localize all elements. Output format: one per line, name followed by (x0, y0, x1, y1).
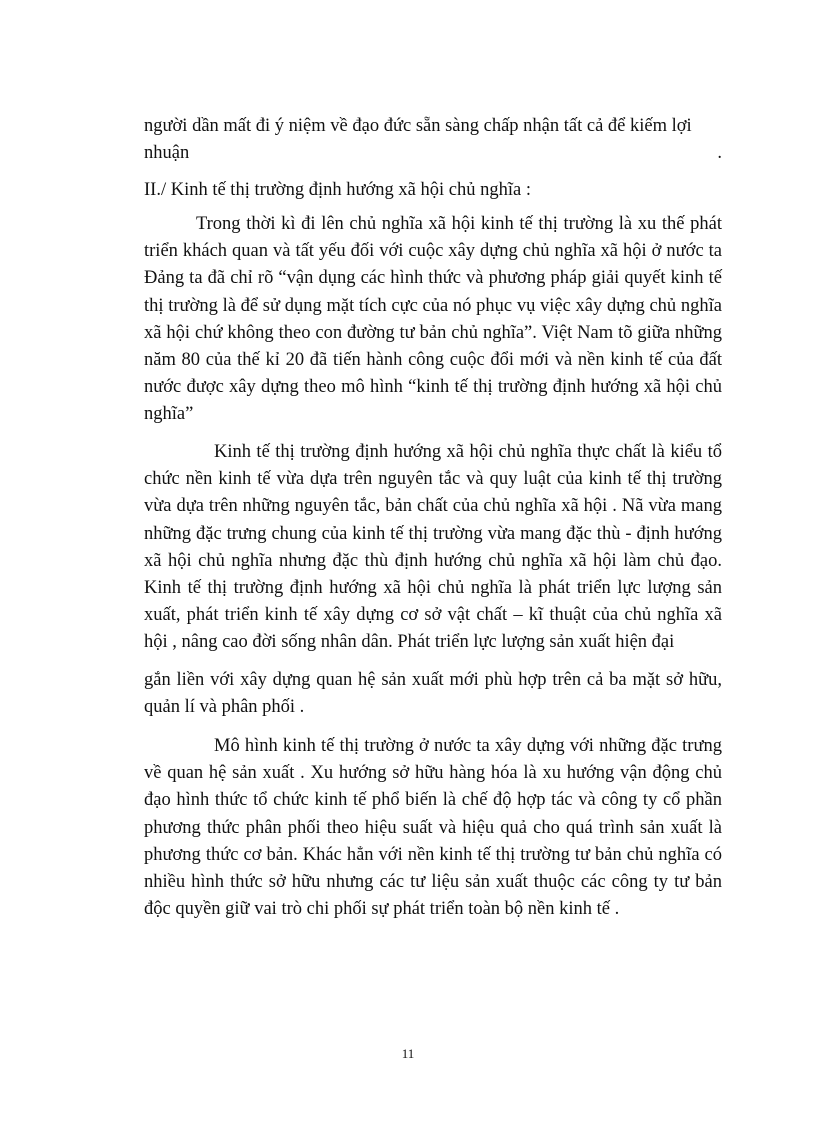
paragraph-2: Kinh tế thị trường định hướng xã hội chủ nghĩa thực chất là kiểu tổ chức nền kinh tế vừa dựa trên nguyên tắc và quy luật của kinh tế thị trường vừa dựa trên những nguyên tắc, bản chất của chủ nghĩa xã hội . Nã vừa mang những đặc trưng chung của kinh tế thị trường vừa mang đặc thù - định hướng xã hội chủ nghĩa nhưng đặc thù định hướng chủ nghĩa xã hội làm chủ đạo. Kinh tế thị trường định hướng xã hội chủ nghĩa là phát triển lực lượng sản xuất, phát triển kinh tế xây dựng cơ sở vật chất – kĩ thuật của chủ nghĩa xã hội , nâng cao đời sống nhân dân. Phát triển lực lượng sản xuất hiện đại (144, 442, 722, 653)
carryover-line-1: người dần mất đi ý niệm về đạo đức sẵn sàng chấp nhận tất cả để kiếm lợi (144, 116, 692, 136)
section-heading: II./ Kinh tế thị trường định hướng xã hội chủ nghĩa : (144, 180, 531, 200)
page-number: 11 (401, 1046, 415, 1061)
carryover-line-2-text: nhuận (144, 143, 190, 164)
carryover-line-2-dot: . (717, 143, 722, 164)
paragraph-2-continuation: gắn liền với xây dựng quan hệ sản xuất mới phù hợp trên cả ba mặt sở hữu, quản lí và phân phối . (144, 670, 722, 718)
carryover-paragraph (144, 113, 722, 167)
paragraph-1: Trong thời kì đi lên chủ nghĩa xã hội kinh tế thị trường là xu thế phát triển khách quan và tất yếu đối với cuộc xây dựng chủ nghĩa xã hội ở nước ta Đảng ta đã chỉ rõ “vận dụng các hình thức và phương pháp giải quyết kinh tế thị trường là để sử dụng mặt tích cực của nó phục vụ việc xây dựng chủ nghĩa xã hội chứ không theo con đường tư bản chủ nghĩa”. Việt Nam tõ giữa những năm 80 của thế kỉ 20 đã tiến hành công cuộc đổi mới và nền kinh tế của đất nước được xây dựng theo mô hình “kinh tế thị trường định hướng xã hội chủ nghĩa” (144, 214, 722, 425)
paragraph-3: Mô hình kinh tế thị trường ở nước ta xây dựng với những đặc trưng về quan hệ sản xuất . Xu hướng sở hữu hàng hóa là xu hướng vận động chủ đạo hình thức tổ chức kinh tế phổ biến là chế độ hợp tác và công ty cổ phần phương thức phân phối theo hiệu suất và hiệu quả cho quá trình sản xuất là phương thức cơ bản. Khác hẳn với nền kinh tế thị trường tư bản chủ nghĩa có nhiều hình thức sở hữu nhưng các tư liệu sản xuất thuộc các công ty tư bản độc quyền giữ vai trò chi phối sự phát triển toàn bộ nền kinh tế . (144, 736, 722, 920)
carryover-line-2 (144, 140, 722, 167)
